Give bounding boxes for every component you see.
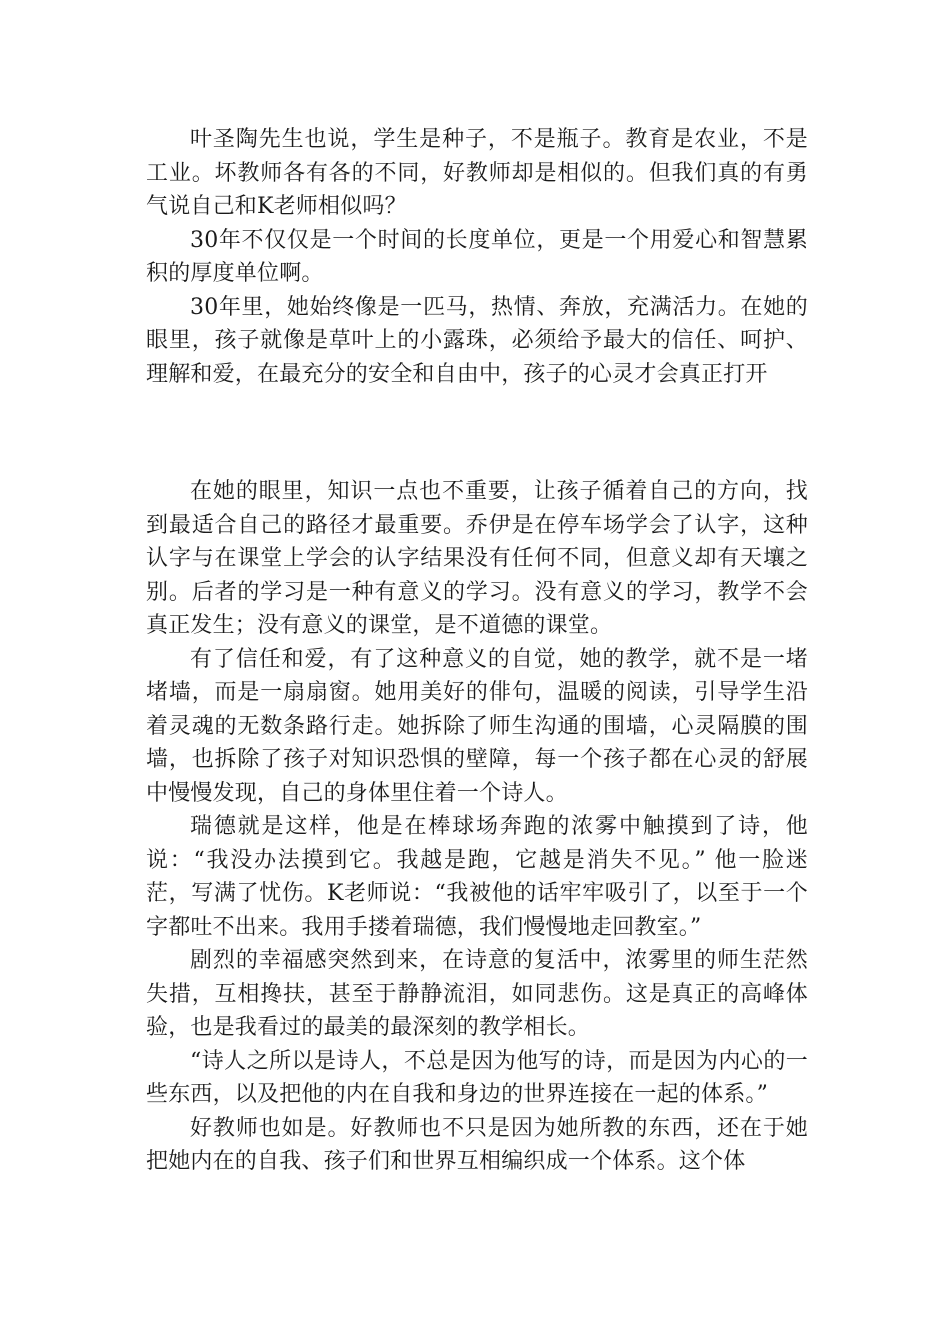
- paragraph: 瑞德就是这样，他是在棒球场奔跑的浓雾中触摸到了诗，他说：“我没办法摸到它。我越是跑，它越是消失不见。” 他一脸迷茫，写满了忧伤。K老师说：“我被他的话牢牢吸引了，以至于一个字都吐不出来。我用手搂着瑞德，我们慢慢地走回教室。”: [146, 814, 808, 940]
- paragraph: 叶圣陶先生也说，学生是种子，不是瓶子。教育是农业，不是工业。坏教师各有各的不同，好教师却是相似的。但我们真的有勇气说自己和K老师相似吗？: [146, 127, 808, 219]
- paragraph: 30年不仅仅是一个时间的长度单位，更是一个用爱心和智慧累积的厚度单位啊。: [146, 227, 808, 286]
- paragraph: 在她的眼里，知识一点也不重要，让孩子循着自己的方向，找到最适合自己的路径才最重要。乔伊是在停车场学会了认字，这种认字与在课堂上学会的认字结果没有任何不同，但意义却有天壤之别。后者的学习是一种有意义的学习。没有意义的学习，教学不会真正发生；没有意义的课堂，是不道德的课堂。: [146, 479, 808, 638]
- paragraph: 有了信任和爱，有了这种意义的自觉，她的教学，就不是一堵堵墙，而是一扇扇窗。她用美好的俳句，温暖的阅读，引导学生沿着灵魂的无数条路行走。她拆除了师生沟通的围墙，心灵隔膜的围墙，也拆除了孩子对知识恐惧的壁障，每一个孩子都在心灵的舒展中慢慢发现，自己的身体里住着一个诗人。: [146, 646, 808, 806]
- paragraph: 30年里，她始终像是一匹马，热情、奔放，充满活力。在她的眼里，孩子就像是草叶上的小露珠，必须给予最大的信任、呵护、理解和爱，在最充分的安全和自由中，孩子的心灵才会真正打开: [146, 294, 808, 387]
- text-block-lower: [146, 475, 808, 1179]
- text-block-upper: [146, 123, 808, 391]
- paragraph: “诗人之所以是诗人，不总是因为他写的诗，而是因为内心的一些东西，以及把他的内在自我和身边的世界连接在一起的体系。”: [146, 1048, 808, 1107]
- paragraph: 好教师也如是。好教师也不只是因为她所教的东西，还在于她把她内在的自我、孩子们和世界互相编织成一个体系。这个体: [146, 1115, 808, 1174]
- paragraph: 剧烈的幸福感突然到来，在诗意的复活中，浓雾里的师生茫然失措，互相搀扶，甚至于静静流泪，如同悲伤。这是真正的高峰体验，也是我看过的最美的最深刻的教学相长。: [146, 948, 808, 1040]
